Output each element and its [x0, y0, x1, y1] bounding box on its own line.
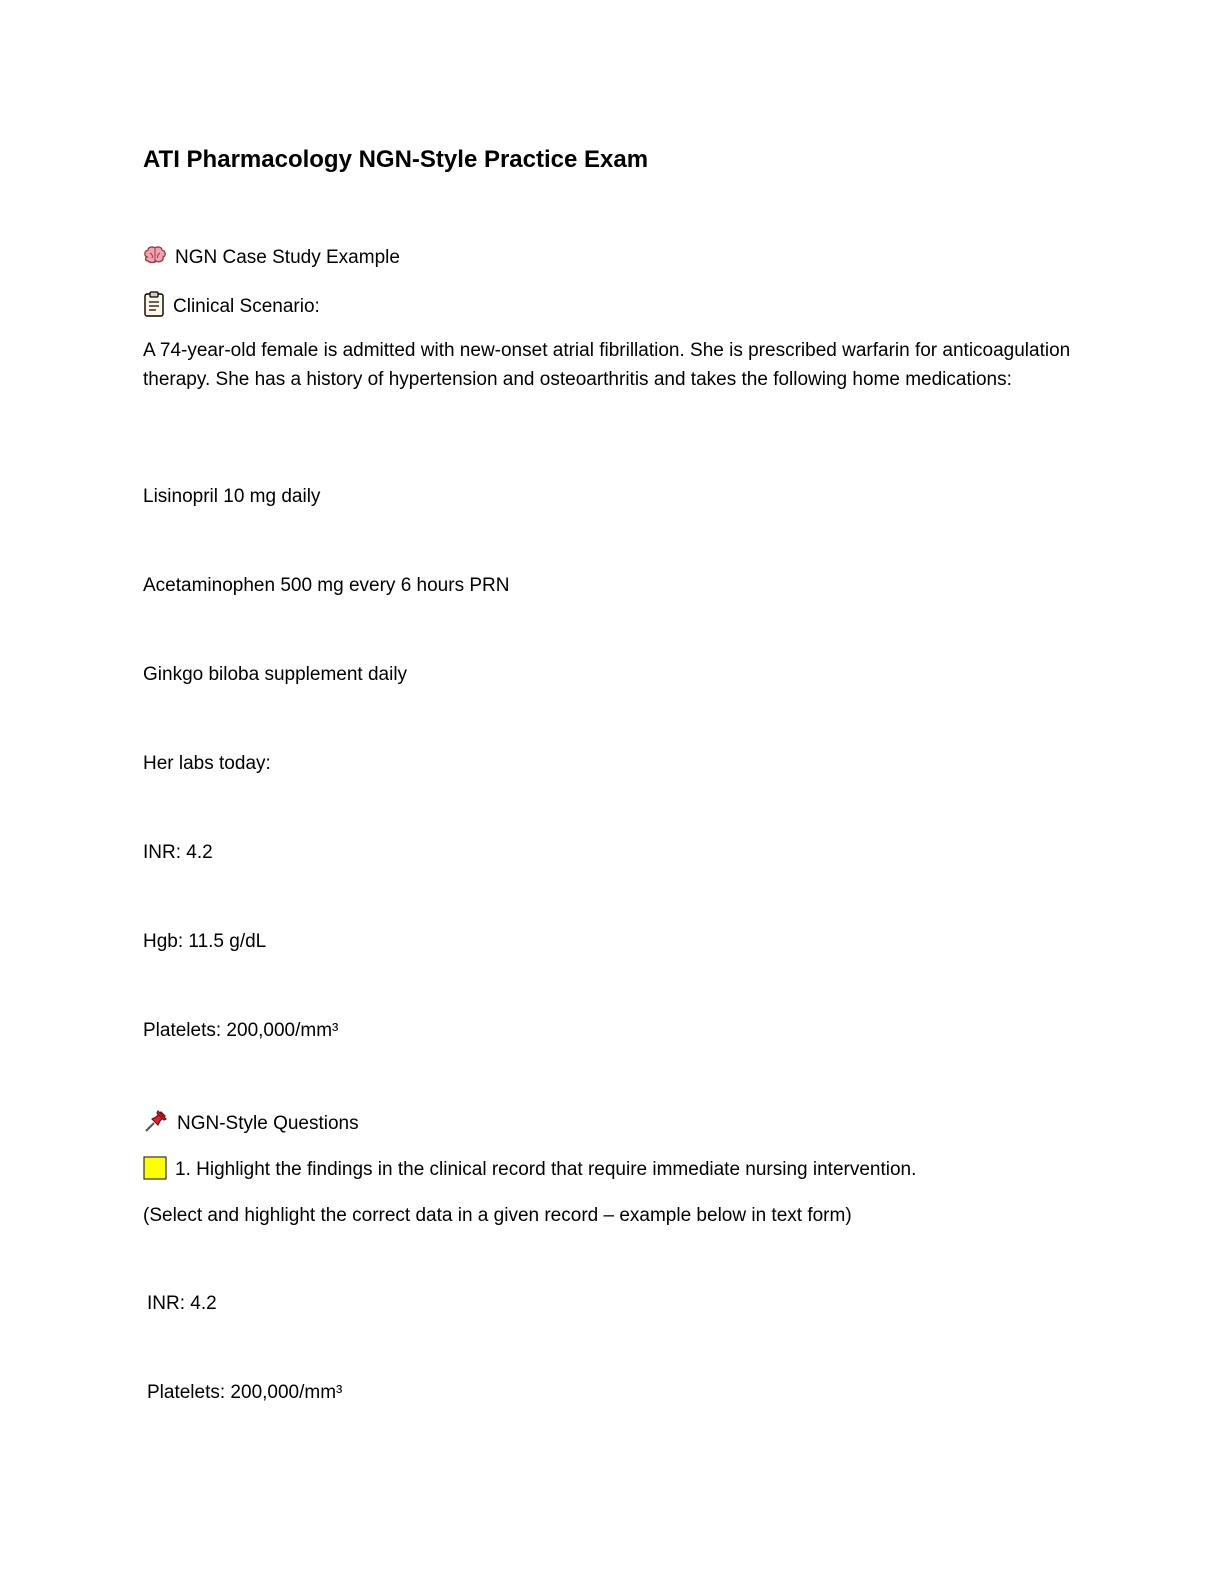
questions-label: NGN-Style Questions	[177, 1113, 359, 1134]
question-1-instruction: (Select and highlight the correct data in a given record – example below in text form)	[143, 1205, 852, 1226]
pushpin-icon	[143, 1108, 169, 1143]
lab-item: Hgb: 11.5 g/dL	[143, 931, 267, 952]
scenario-label: Clinical Scenario:	[173, 296, 320, 317]
answer-item: Platelets: 200,000/mm³	[147, 1382, 343, 1403]
lab-item: Platelets: 200,000/mm³	[143, 1020, 339, 1041]
case-study-label: NGN Case Study Example	[175, 247, 400, 268]
page-title: ATI Pharmacology NGN-Style Practice Exam	[143, 146, 649, 173]
medication-item: Acetaminophen 500 mg every 6 hours PRN	[143, 575, 510, 596]
case-study-heading	[143, 243, 400, 277]
medication-item: Ginkgo biloba supplement daily	[143, 664, 408, 685]
yellow-square-icon	[143, 1156, 167, 1189]
questions-heading	[143, 1108, 359, 1143]
labs-heading: Her labs today:	[143, 753, 271, 774]
scenario-heading	[143, 291, 320, 326]
lab-item: INR: 4.2	[143, 842, 213, 863]
scenario-text: A 74-year-old female is admitted with new-onset atrial fibrillation. She is prescribed warfarin for anticoagulation therapy. She has a history of hypertension and osteoarthritis and takes the following home medications:	[143, 340, 1071, 390]
brain-icon	[143, 246, 167, 277]
clipboard-icon	[143, 291, 165, 326]
answer-item: INR: 4.2	[147, 1293, 217, 1314]
medication-item: Lisinopril 10 mg daily	[143, 486, 321, 507]
question-1	[143, 1155, 916, 1189]
question-1-text: 1. Highlight the findings in the clinical record that require immediate nursing intervention.	[175, 1159, 917, 1180]
